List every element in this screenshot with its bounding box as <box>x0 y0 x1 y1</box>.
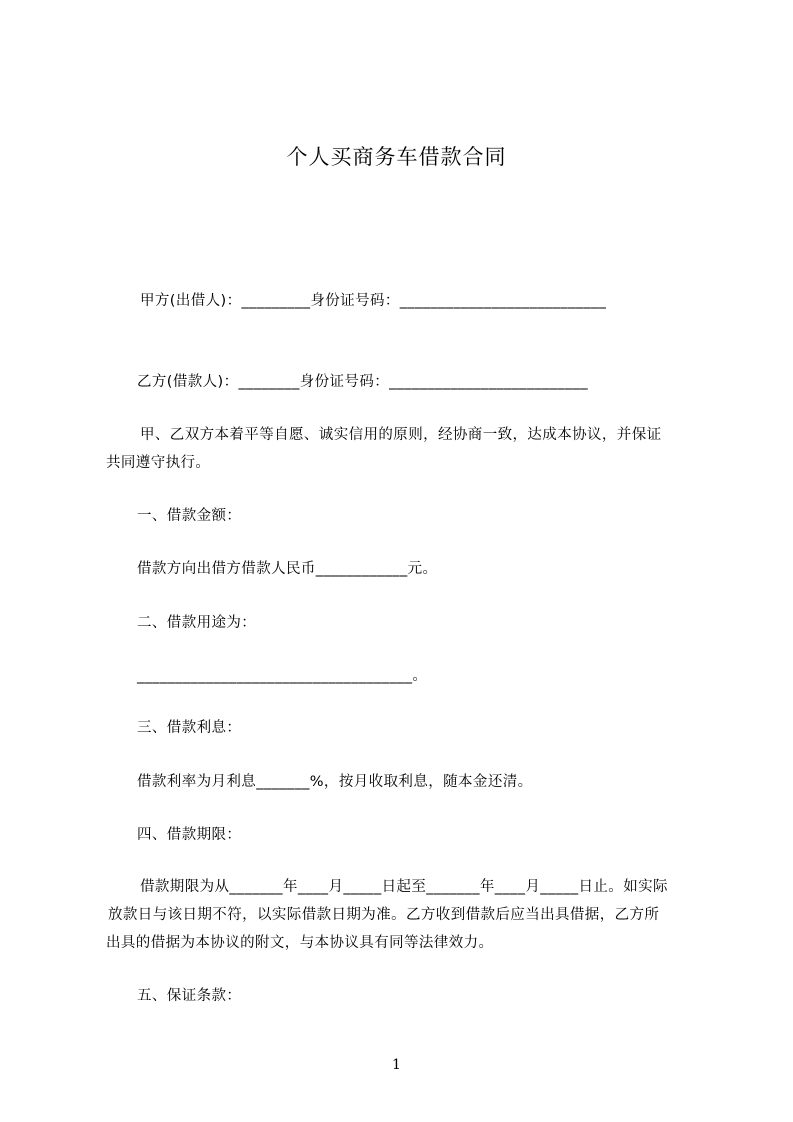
section-heading-amount: 一、借款金额： <box>137 508 242 524</box>
party-a-line: 甲方(出借人)：_________身份证号码：___________________________ <box>140 293 607 309</box>
interest-clause: 借款利率为月利息_______%，按月收取利息，随本金还清。 <box>137 774 533 790</box>
term-clause-line-1: 借款期限为从_______年____月_____日起至_______年____月_____日止。如实际 <box>140 879 668 895</box>
section-heading-term: 四、借款期限： <box>137 827 242 843</box>
term-clause-line-3: 出具的借据为本协议的附文，与本协议具有同等法律效力。 <box>106 935 494 951</box>
preamble-line-2: 共同遵守执行。 <box>106 455 211 471</box>
section-heading-guarantee: 五、保证条款： <box>137 988 242 1004</box>
page-number: 1 <box>392 1057 401 1073</box>
preamble-line-1: 甲、乙双方本着平等自愿、诚实信用的原则，经协商一致，达成本协议，并保证 <box>140 427 662 443</box>
term-clause-line-2: 放款日与该日期不符，以实际借款日期为准。乙方收到借款后应当出具借据，乙方所 <box>108 907 660 923</box>
section-heading-purpose: 二、借款用途为： <box>137 615 257 631</box>
amount-clause: 借款方向出借方借款人民币____________元。 <box>137 561 438 577</box>
purpose-blank-line: ____________________________________。 <box>137 668 428 684</box>
section-heading-interest: 三、借款利息： <box>137 720 242 736</box>
party-b-line: 乙方(借款人)：________身份证号码：__________________________ <box>137 374 589 390</box>
document-title: 个人买商务车借款合同 <box>286 145 507 169</box>
